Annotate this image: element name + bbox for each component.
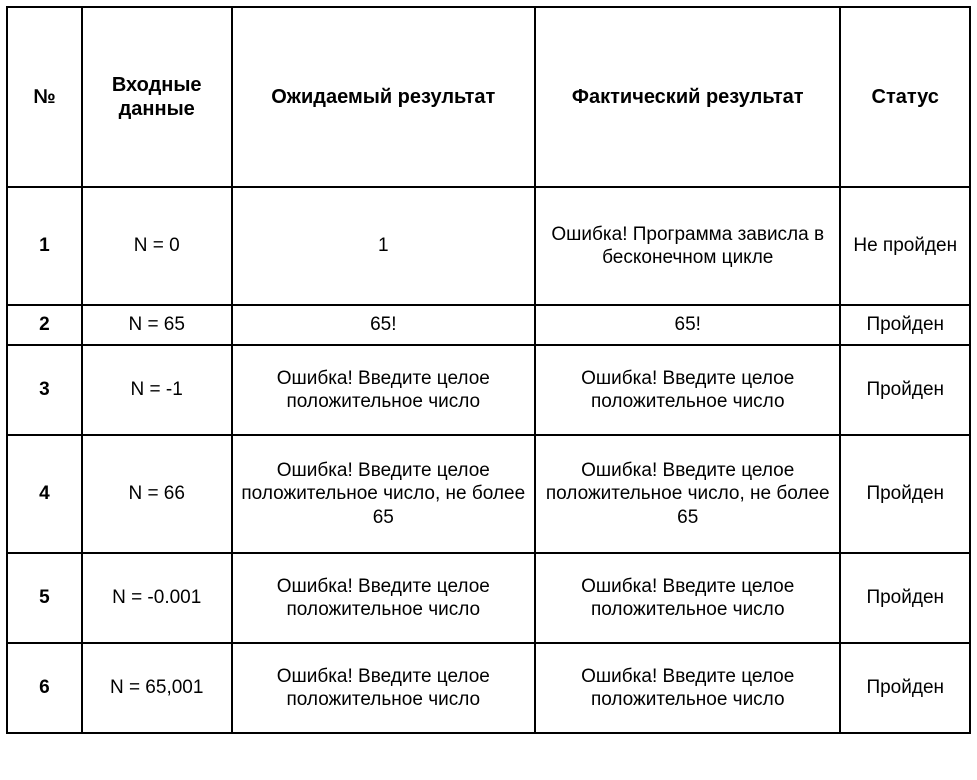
table-row xyxy=(7,345,970,435)
cell-number: 2 xyxy=(7,305,82,345)
table-header xyxy=(7,7,970,187)
cell-expected-result: Ошибка! Введите целое положительное число xyxy=(232,643,535,733)
cell-status: Пройден xyxy=(840,643,970,733)
cell-expected-result: 1 xyxy=(232,187,535,305)
table-row xyxy=(7,187,970,305)
cell-expected-result: Ошибка! Введите целое положительное число xyxy=(232,345,535,435)
cell-expected-result: 65! xyxy=(232,305,535,345)
cell-actual-result: 65! xyxy=(535,305,840,345)
table-row xyxy=(7,643,970,733)
table-row xyxy=(7,553,970,643)
column-header-number: № xyxy=(7,7,82,187)
column-header-input-data: Входные данные xyxy=(82,7,232,187)
column-header-status: Статус xyxy=(840,7,970,187)
cell-status: Пройден xyxy=(840,305,970,345)
cell-input-data: N = -1 xyxy=(82,345,232,435)
cell-actual-result: Ошибка! Программа зависла в бесконечном цикле xyxy=(535,187,840,305)
cell-status: Пройден xyxy=(840,435,970,553)
cell-actual-result: Ошибка! Введите целое положительное число xyxy=(535,643,840,733)
cell-status: Не пройден xyxy=(840,187,970,305)
cell-input-data: N = 65 xyxy=(82,305,232,345)
cell-status: Пройден xyxy=(840,553,970,643)
cell-number: 5 xyxy=(7,553,82,643)
table-header-row xyxy=(7,7,970,187)
cell-number: 6 xyxy=(7,643,82,733)
cell-actual-result: Ошибка! Введите целое положительное число xyxy=(535,553,840,643)
cell-input-data: N = 0 xyxy=(82,187,232,305)
cell-expected-result: Ошибка! Введите целое положительное число, не более 65 xyxy=(232,435,535,553)
table-row xyxy=(7,435,970,553)
column-header-actual-result: Фактический результат xyxy=(535,7,840,187)
cell-status: Пройден xyxy=(840,345,970,435)
cell-actual-result: Ошибка! Введите целое положительное число, не более 65 xyxy=(535,435,840,553)
table-row xyxy=(7,305,970,345)
cell-input-data: N = 65,001 xyxy=(82,643,232,733)
cell-number: 1 xyxy=(7,187,82,305)
table-body xyxy=(7,187,970,733)
cell-actual-result: Ошибка! Введите целое положительное число xyxy=(535,345,840,435)
cell-input-data: N = -0.001 xyxy=(82,553,232,643)
cell-expected-result: Ошибка! Введите целое положительное число xyxy=(232,553,535,643)
cell-number: 4 xyxy=(7,435,82,553)
cell-number: 3 xyxy=(7,345,82,435)
test-cases-table xyxy=(6,6,971,734)
cell-input-data: N = 66 xyxy=(82,435,232,553)
column-header-expected-result: Ожидаемый результат xyxy=(232,7,535,187)
